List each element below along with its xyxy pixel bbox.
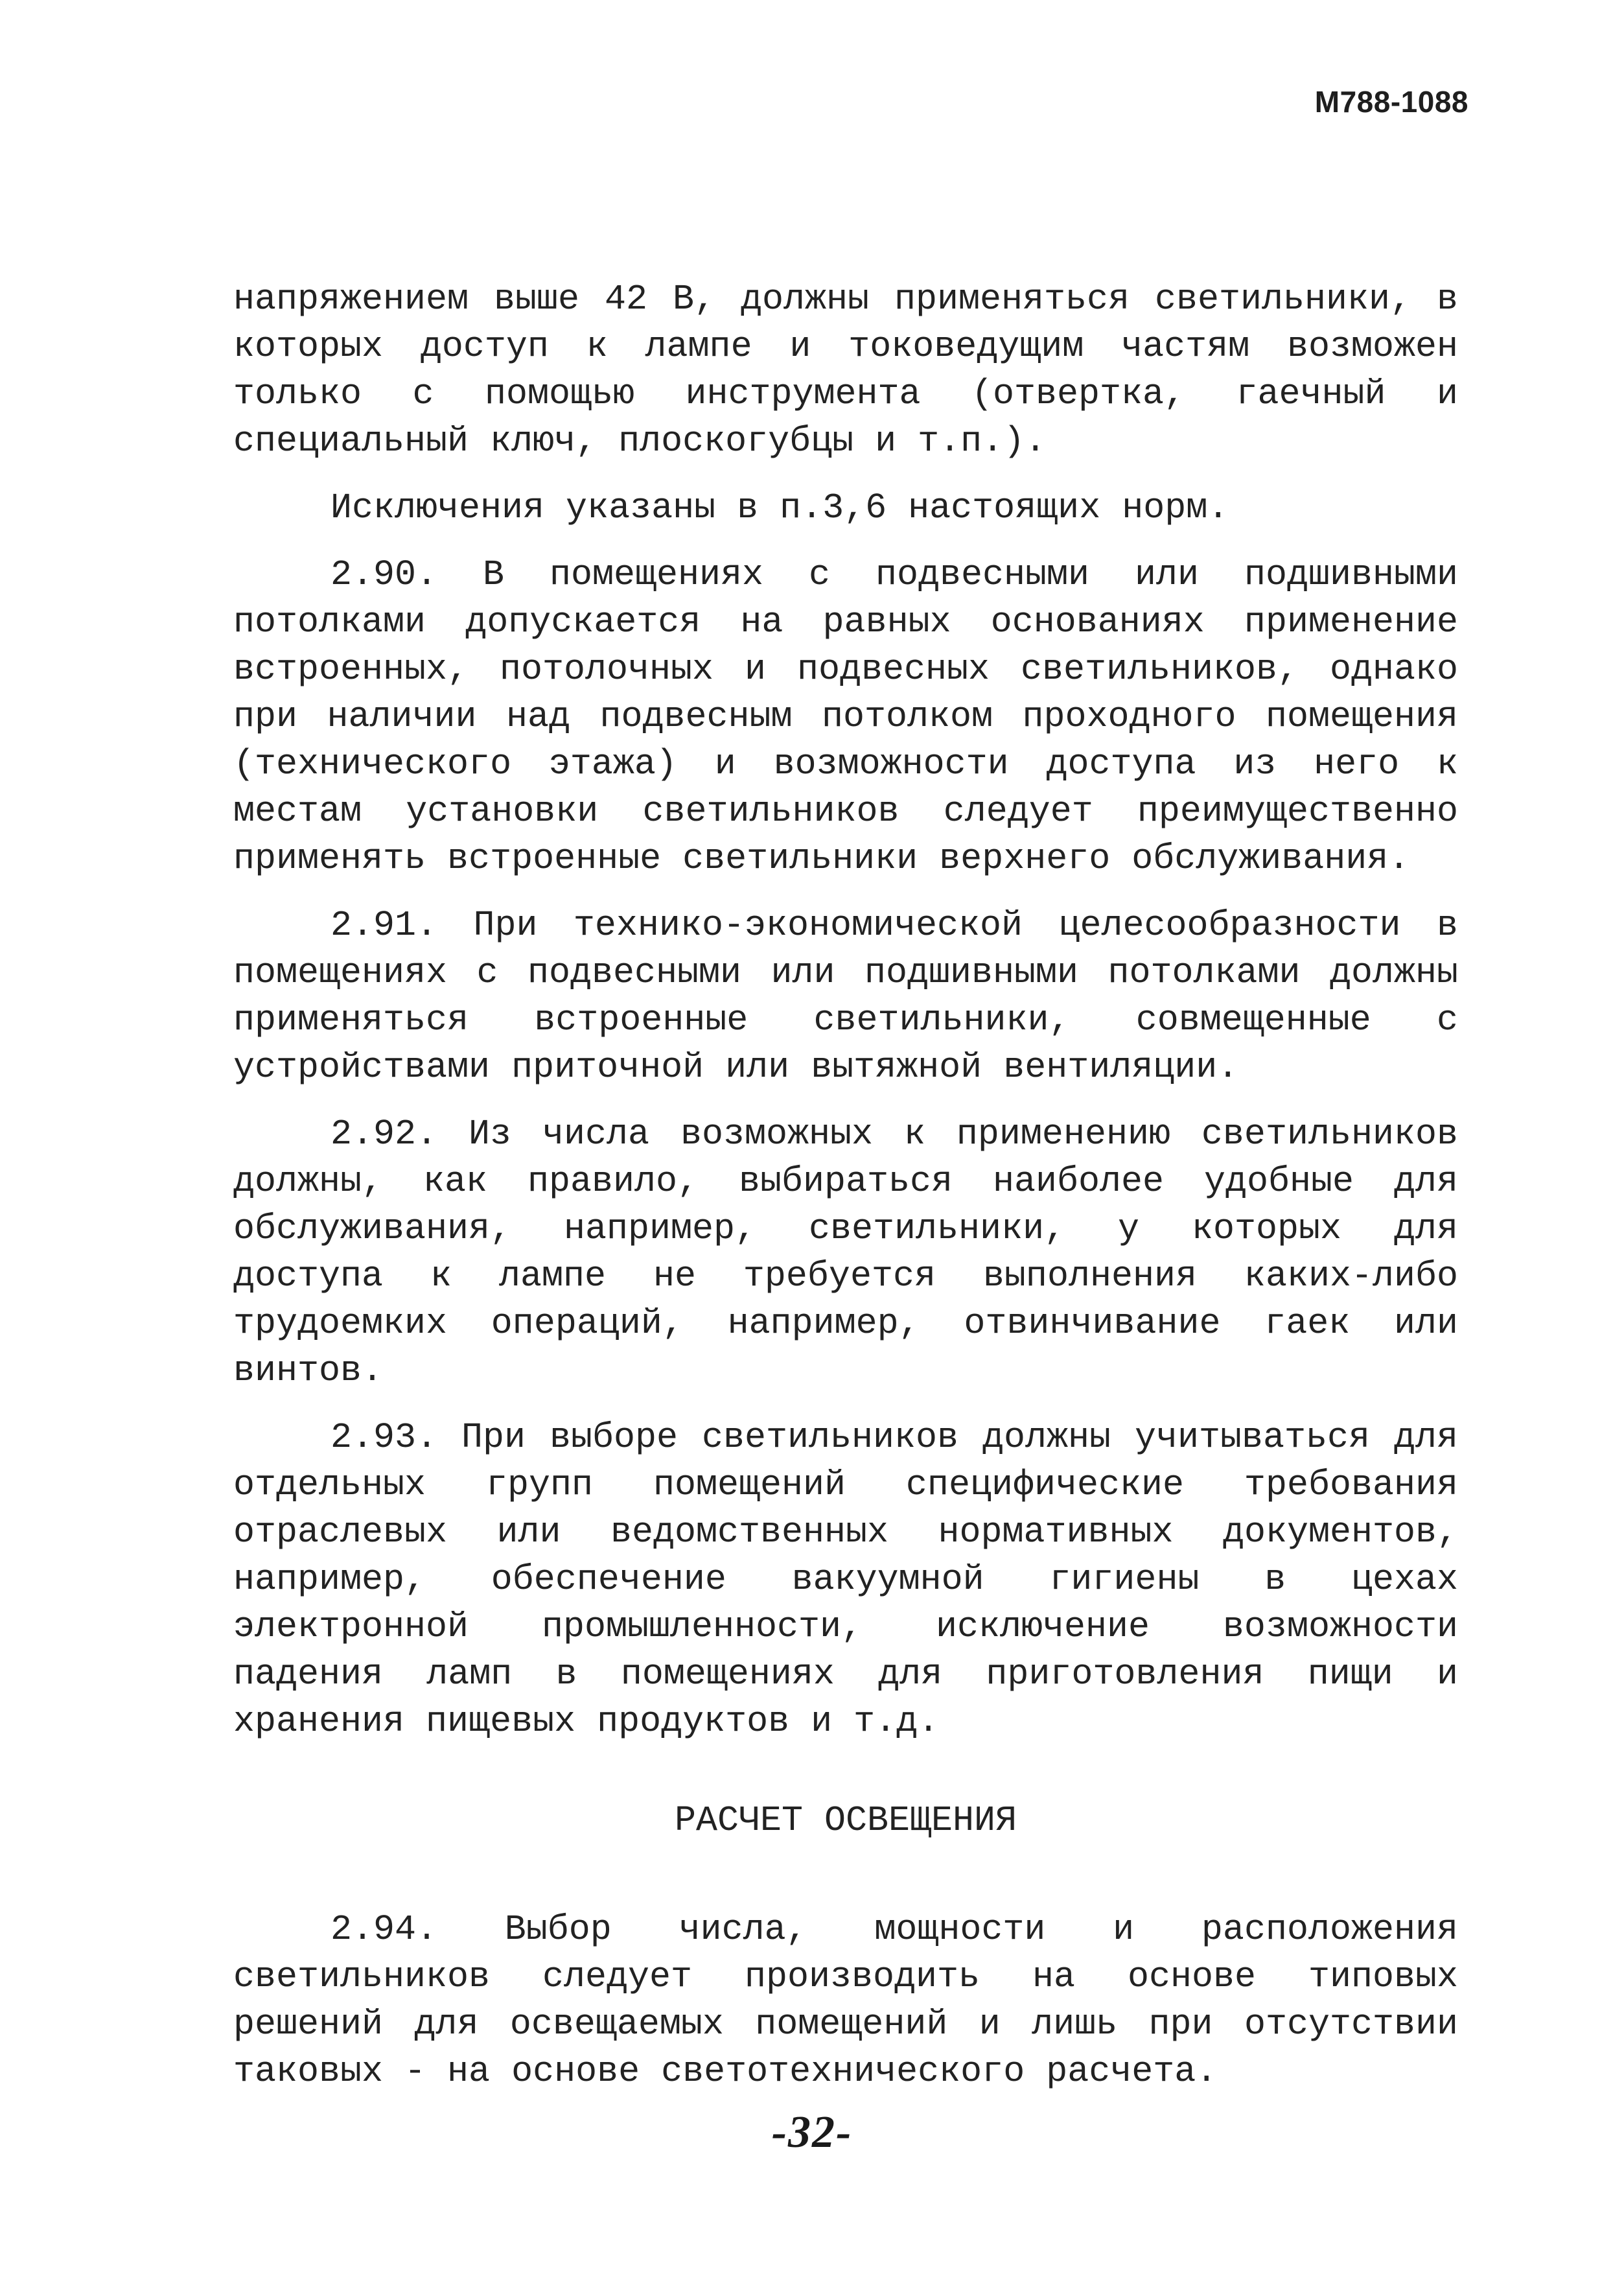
paragraph-2-94: 2.94. Выбор числа, мощности и расположения светильников следует производить на основе типовых решений для освещаемых помещений и лишь при отсутствии таковых - на основе светотехнического расчета. bbox=[233, 1909, 1458, 2092]
paragraph-continuation: напряжением выше 42 В, должны применяться светильники, в которых доступ к лампе и токоведущим частям возможен только с помощью инструмента (отвертка, гаечный и специальный ключ, плоскогубцы и т.п.). bbox=[233, 279, 1458, 462]
paragraph-2-92: 2.92. Из числа возможных к применению светильников должны, как правило, выбираться наиболее удобные для обслуживания, например, светильники, у которых для доступа к лампе не требуется выполнения каких-либо трудоемких операций, например, отвинчивание гаек или винтов. bbox=[233, 1114, 1458, 1391]
document-code: М788-1088 bbox=[1314, 85, 1468, 119]
paragraph-2-91: 2.91. При технико-экономической целесообразности в помещениях с подвесными или подшивными потолками должны применяться встроенные светильники, совмещенные с устройствами приточной или вытяжной вентиляции. bbox=[233, 905, 1458, 1088]
paragraph-2-93: 2.93. При выборе светильников должны учитываться для отдельных групп помещений специфические требования отраслевых или ведомственных нормативных документов, например, обеспечение вакуумной гигиены в цехах электронной промышленности, исключение возможности падения ламп в помещениях для приготовления пищи и хранения пищевых продуктов и т.д. bbox=[233, 1417, 1458, 1742]
document-body bbox=[233, 275, 1458, 2115]
section-heading: РАСЧЕТ ОСВЕЩЕНИЯ bbox=[674, 1800, 1017, 1841]
page-number: -32- bbox=[771, 2107, 853, 2157]
paragraph-exceptions: Исключения указаны в п.3,6 настоящих норм. bbox=[331, 487, 1229, 528]
paragraph-2-90: 2.90. В помещениях с подвесными или подшивными потолками допускается на равных основаниях применение встроенных, потолочных и подвесных светильников, однако при наличии над подвесным потолком проходного помещения (технического этажа) и возможности доступа из него к местам установки светильников следует преимущественно применять встроенные светильники верхнего обслуживания. bbox=[233, 554, 1458, 879]
